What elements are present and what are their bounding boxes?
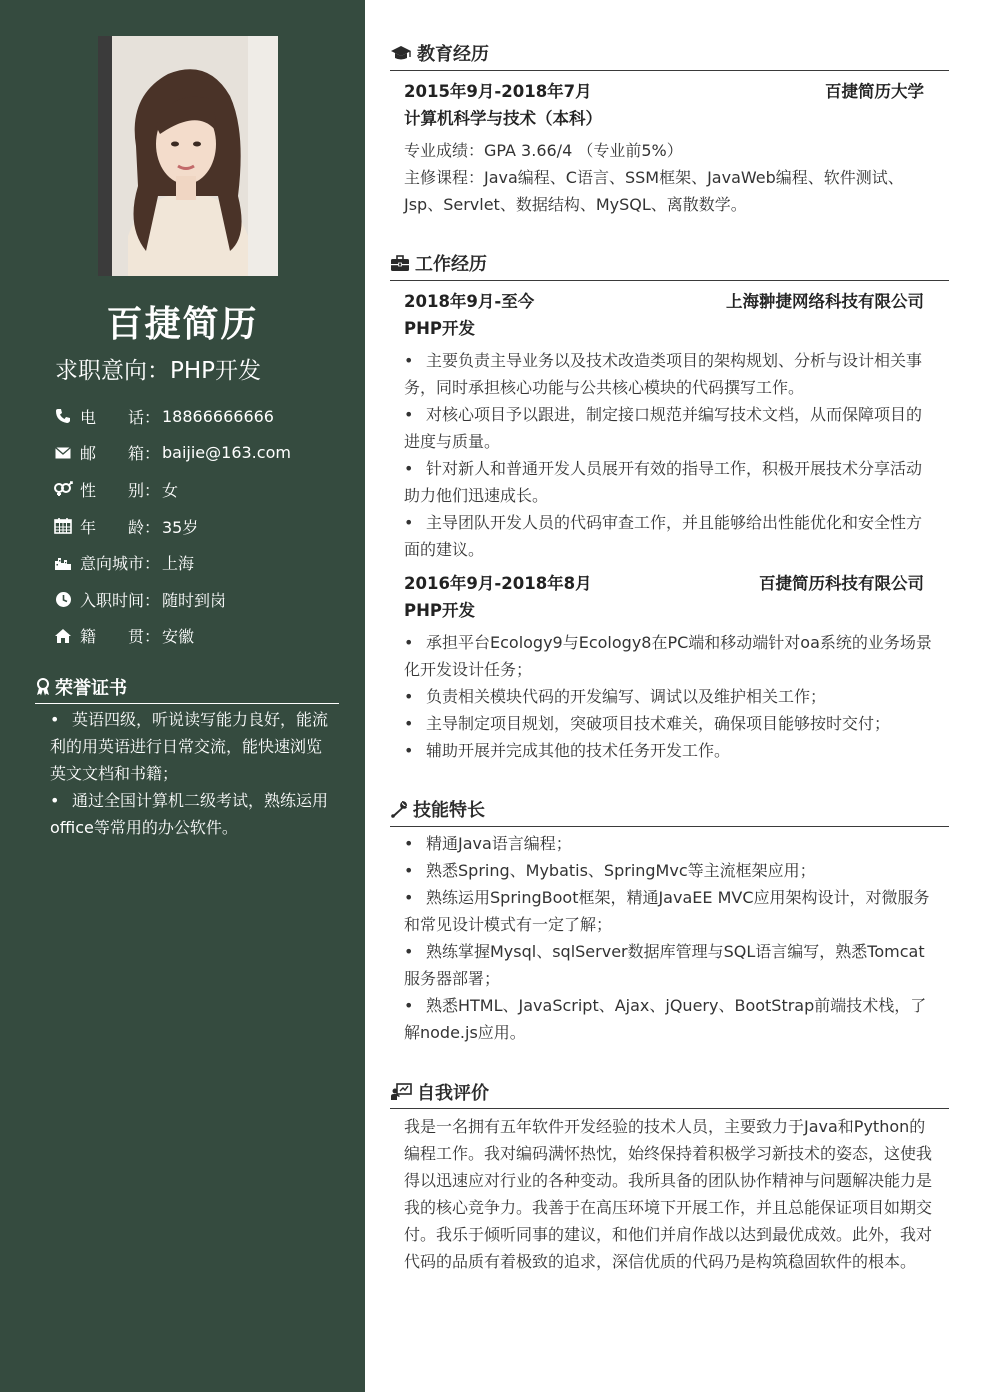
info-row-email bbox=[52, 435, 352, 472]
job-1-role: PHP开发 bbox=[404, 319, 475, 338]
job-2-company: 百捷简历科技有限公司 bbox=[759, 574, 924, 593]
list-item: • 熟悉HTML、JavaScript、Ajax、jQuery、BootStrap前端技术栈，了解node.js应用。 bbox=[404, 996, 927, 1042]
job-1-header bbox=[404, 288, 924, 312]
skills-title: 技能特长 bbox=[413, 800, 485, 821]
education-title: 教育经历 bbox=[417, 44, 489, 65]
candidate-name: 百捷简历 bbox=[106, 304, 259, 345]
job-1-company: 上海翀捷网络科技有限公司 bbox=[726, 292, 924, 311]
personal-info bbox=[52, 398, 352, 654]
education-period: 2015年9月-2018年7月 bbox=[404, 82, 592, 101]
email-value: baijie@163.com bbox=[162, 443, 291, 463]
phone-value: 18866666666 bbox=[162, 406, 274, 426]
profile-photo bbox=[98, 36, 278, 276]
list-item: • 通过全国计算机二级考试，熟练运用office等常用的办公软件。 bbox=[50, 791, 329, 837]
presenter-icon bbox=[390, 1083, 412, 1101]
education-score: 专业成绩：GPA 3.66/4 （专业前5%） bbox=[404, 141, 683, 160]
list-item: • 英语四级，听说读写能力良好，能流利的用英语进行日常交流，能快速浏览英文文档和书籍； bbox=[50, 710, 329, 783]
summary-heading bbox=[390, 1079, 489, 1105]
list-item: • 对核心项目予以跟进，制定接口规范并编写技术文档，从而保障项目的进度与质量。 bbox=[404, 405, 923, 451]
list-item: • 主导制定项目规划，突破项目技术难关，确保项目能够按时交付； bbox=[404, 714, 891, 733]
gender-label: 性 别： bbox=[80, 480, 161, 500]
education-school: 百捷简历大学 bbox=[825, 82, 924, 101]
list-item: • 精通Java语言编程； bbox=[404, 834, 572, 853]
summary-divider bbox=[390, 1108, 949, 1109]
phone-label: 电 话： bbox=[80, 407, 161, 427]
city-value: 上海 bbox=[162, 554, 195, 574]
summary-text: 我是一名拥有五年软件开发经验的技术人员，主要致力于Java和Python的编程工作。我对编码满怀热忱，始终保持着积极学习新技术的姿态，这使我得以迅速应对行业的各种变动。我所具备的团队协作精神与问题解决能力是我的核心竞争力。我善于在高压环境下开展工作，并且总能保证项目如期交付。我乐于倾听同事的建议，和他们并肩作战以达到最优成效。此外，我对代码的品质有着极致的追求，深信优质的代码乃是构筑稳固软件的根本。 bbox=[404, 1117, 933, 1271]
job-2-role: PHP开发 bbox=[404, 601, 475, 620]
info-row-city bbox=[52, 544, 352, 581]
honors-title: 荣誉证书 bbox=[55, 678, 127, 699]
city-label: 意向城市： bbox=[80, 554, 161, 574]
work-divider bbox=[390, 280, 949, 281]
email-label: 邮 箱： bbox=[80, 444, 161, 464]
award-icon bbox=[35, 678, 51, 696]
list-item: • 负责相关模块代码的开发编写、调试以及维护相关工作； bbox=[404, 687, 827, 706]
phone-icon bbox=[52, 407, 74, 425]
clock-icon bbox=[52, 590, 74, 608]
info-row-start bbox=[52, 581, 352, 618]
start-label: 入职时间： bbox=[80, 590, 161, 610]
list-item: • 主要负责主导业务以及技术改造类项目的架构规划、分析与设计相关事务，同时承担核心功能与公共核心模块的代码撰写工作。 bbox=[404, 351, 923, 397]
work-heading bbox=[390, 250, 487, 276]
education-divider bbox=[390, 70, 949, 71]
summary-title: 自我评价 bbox=[417, 1083, 489, 1104]
skills-heading bbox=[390, 796, 485, 822]
skills-divider bbox=[390, 826, 949, 827]
education-major: 计算机科学与技术（本科） bbox=[404, 109, 602, 128]
home-icon bbox=[52, 627, 74, 645]
sidebar bbox=[0, 0, 365, 1392]
gender-value: 女 bbox=[162, 480, 179, 500]
honors-heading bbox=[35, 674, 127, 700]
list-item: • 熟练掌握Mysql、sqlServer数据库管理与SQL语言编写，熟悉Tomcat服务器部署； bbox=[404, 942, 925, 988]
list-item: • 熟练运用SpringBoot框架，精通JavaEE MVC应用架构设计，对微服务和常见设计模式有一定了解； bbox=[404, 888, 930, 934]
gender-icon bbox=[52, 480, 74, 498]
job-2-period: 2016年9月-2018年8月 bbox=[404, 574, 592, 593]
job-1-period: 2018年9月-至今 bbox=[404, 292, 535, 311]
list-item: • 承担平台Ecology9与Ecology8在PC端和移动端针对oa系统的业务场景化开发设计任务； bbox=[404, 633, 932, 679]
hometown-value: 安徽 bbox=[162, 627, 195, 647]
wrench-icon bbox=[390, 800, 408, 818]
age-value: 35岁 bbox=[162, 517, 199, 537]
honors-list bbox=[50, 706, 332, 841]
education-header-row bbox=[404, 78, 924, 102]
info-row-age bbox=[52, 508, 352, 545]
start-value: 随时到岗 bbox=[162, 590, 227, 610]
mail-icon bbox=[52, 444, 74, 462]
briefcase-icon bbox=[390, 255, 410, 272]
job-intent: 求职意向：PHP开发 bbox=[55, 358, 262, 384]
education-heading bbox=[390, 40, 489, 66]
honors-divider bbox=[35, 703, 339, 704]
job-2-header bbox=[404, 570, 924, 594]
age-label: 年 龄： bbox=[80, 517, 161, 537]
graduation-cap-icon bbox=[390, 44, 412, 62]
work-title: 工作经历 bbox=[415, 254, 487, 275]
list-item: • 针对新人和普通开发人员展开有效的指导工作，积极开展技术分享活动助力他们迅速成长。 bbox=[404, 459, 923, 505]
list-item: • 辅助开展并完成其他的技术任务开发工作。 bbox=[404, 741, 731, 760]
info-row-gender bbox=[52, 471, 352, 508]
education-details bbox=[404, 137, 934, 218]
education-courses: 主修课程：Java编程、C语言、SSM框架、JavaWeb编程、软件测试、Jsp、Servlet、数据结构、MySQL、离散数学。 bbox=[404, 168, 904, 214]
city-icon bbox=[52, 554, 74, 572]
skills-list bbox=[404, 830, 934, 1046]
calendar-icon bbox=[52, 517, 74, 535]
job-1-duties bbox=[404, 347, 934, 563]
info-row-hometown bbox=[52, 618, 352, 655]
list-item: • 熟悉Spring、Mybatis、SpringMvc等主流框架应用； bbox=[404, 861, 816, 880]
list-item: • 主导团队开发人员的代码审查工作，并且能够给出性能优化和安全性方面的建议。 bbox=[404, 513, 923, 559]
hometown-label: 籍 贯： bbox=[80, 627, 161, 647]
info-row-phone bbox=[52, 398, 352, 435]
job-2-duties bbox=[404, 629, 934, 764]
